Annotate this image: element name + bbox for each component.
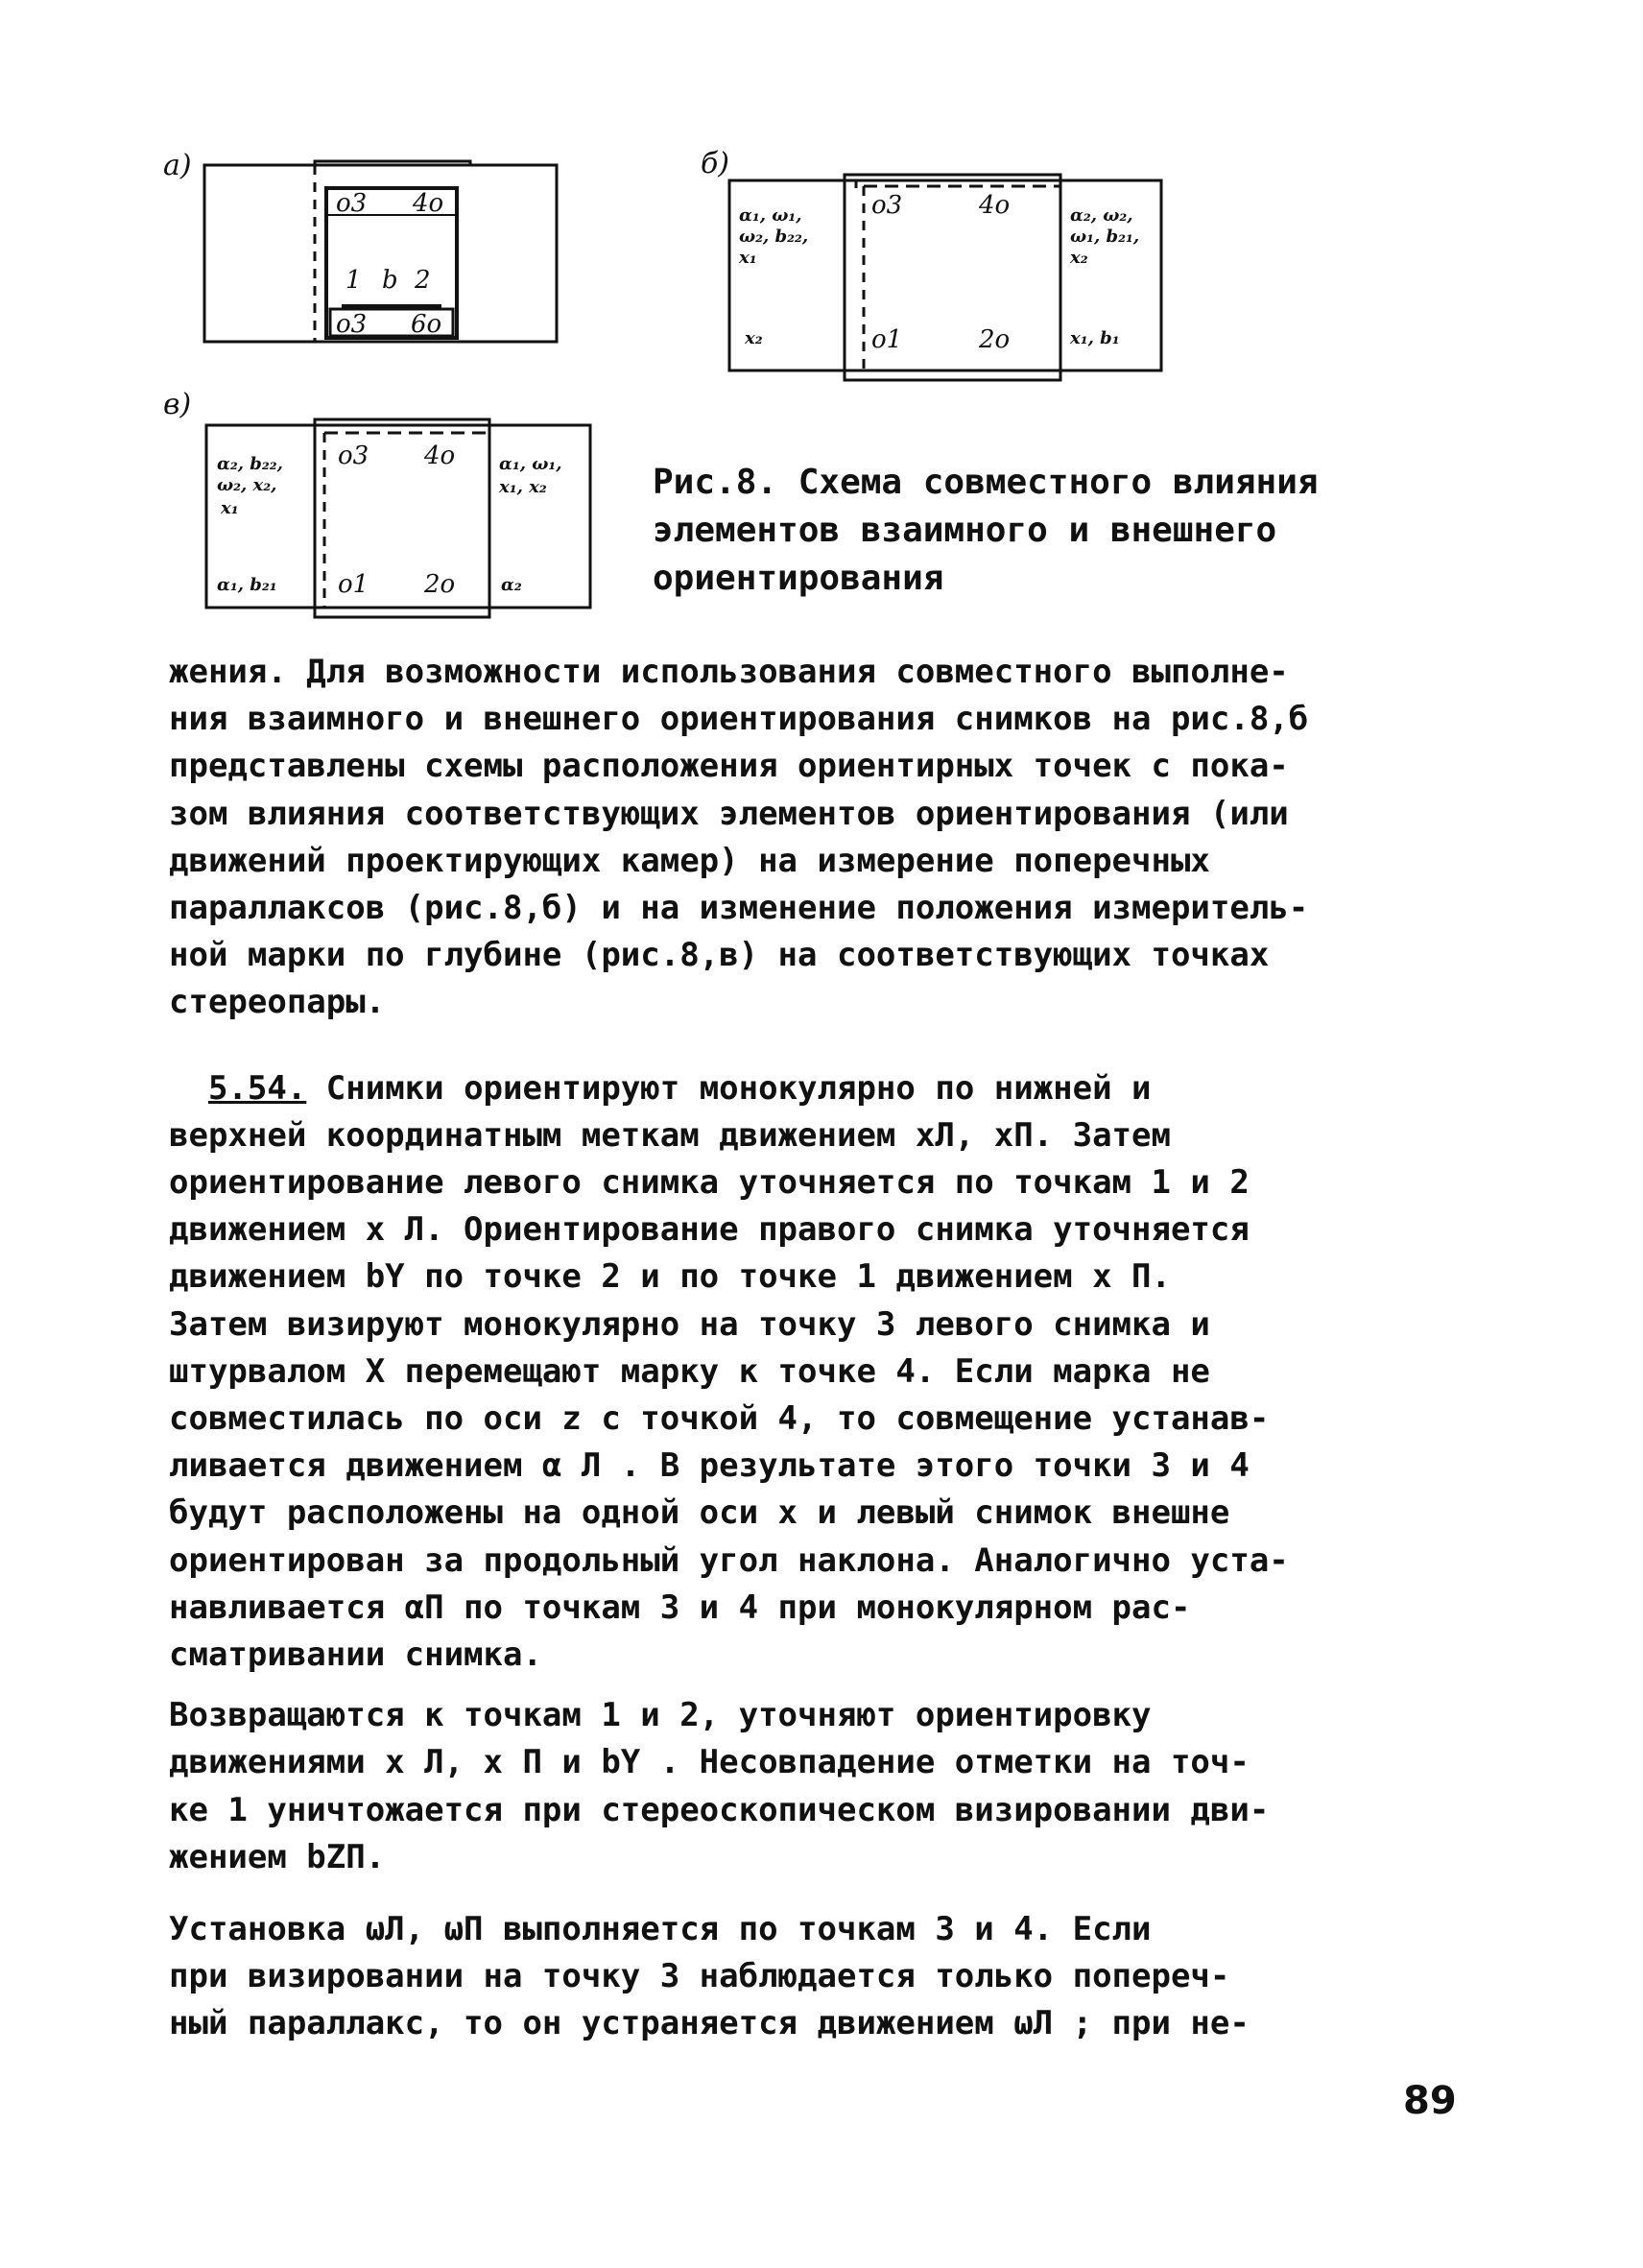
text-line: движениями x Л, x П и bY . Несовпадение отметки на точ- (169, 1743, 1250, 1782)
figure-a-point-3: о3 (336, 189, 368, 218)
caption-line: ориентирования (653, 559, 944, 598)
text-line: при визировании на точку 3 наблюдается только попереч- (169, 1957, 1230, 1996)
text-line: движением x Л. Ориентирование правого снимка уточняется (169, 1210, 1250, 1250)
figure-a-point-4: 4о (413, 189, 444, 218)
figure-a-label: а) (163, 149, 192, 182)
figure-b-left-1: α₁, ω₁, (739, 205, 802, 226)
figure-v-right-bottom: α₂ (501, 575, 522, 595)
figure-a-point-1: 1 (345, 266, 362, 295)
text-line: параллаксов (рис.8,б) и на изменение положения измеритель- (169, 889, 1309, 928)
figure-v-left-bottom: α₁, b₂₁ (217, 575, 277, 595)
figure-v-left-3: x₁ (221, 498, 239, 518)
text-line: движением bY по точке 2 и по точке 1 движением x П. (169, 1257, 1171, 1297)
text-line: движений проектирующих камер) на измерение поперечных (169, 841, 1210, 880)
text-line: Установка ωЛ, ωП выполняется по точкам 3 и 4. Если (169, 1910, 1152, 1949)
figure-v-left-1: α₂, b₂₂, (217, 454, 283, 474)
paragraph-4 (169, 1906, 1493, 2048)
figure-b-right-1: α₂, ω₂, (1070, 205, 1133, 226)
text-line (169, 1065, 1493, 1112)
figure-a-diagram (154, 144, 614, 355)
figure-v-right-1: α₁, ω₁, (499, 454, 562, 474)
figure-b-point-3: о3 (871, 191, 903, 220)
page-number: 89 (1403, 2079, 1457, 2123)
caption-line: Рис.8. Схема совместного влияния (653, 463, 1319, 502)
figure-v-left-2: ω₂, x₂, (217, 475, 277, 495)
text-line: ке 1 уничтожается при стереоскопическом визировании дви- (169, 1790, 1270, 1829)
section-number: 5.54. (207, 1068, 307, 1108)
paragraph-3 (169, 1692, 1493, 1881)
text-line: навливается αП по точкам 3 и 4 при монокулярном рас- (169, 1588, 1191, 1627)
text-line: сматривании снимка. (169, 1635, 542, 1675)
text-line: жения. Для возможности использования совместного выполне- (169, 653, 1289, 691)
figure-v-right-2: x₁, x₂ (499, 477, 547, 497)
figure-a-point-2: 2 (415, 266, 431, 295)
text-line: стереопары. (169, 983, 386, 1022)
paragraph-1 (169, 649, 1493, 1027)
figure-b-right-3: x₂ (1070, 248, 1088, 268)
figure-a-point-3-low: о3 (336, 310, 368, 339)
text-line: верхней координатным меткам движением xЛ, xП. Затем (169, 1115, 1171, 1155)
paragraph-2 (169, 1065, 1493, 1680)
text-line: ной марки по глубине (рис.8,в) на соответствующих точках (169, 936, 1270, 975)
figure-b-left-3: x₁ (739, 248, 757, 268)
figure-b-label: б) (701, 147, 730, 180)
figure-b-diagram (691, 134, 1171, 384)
figure-b-left-2: ω₂, b₂₂, (739, 227, 809, 247)
figure-v-diagram (154, 379, 605, 629)
figure-v-point-4: 4о (424, 442, 456, 470)
text-line: Затем визируют монокулярно на точку 3 левого снимка и (169, 1304, 1210, 1344)
figure-caption (653, 459, 1478, 603)
text-line: ориентирование левого снимка уточняется по точкам 1 и 2 (169, 1163, 1250, 1203)
figure-a-point-b: b (382, 266, 398, 295)
text-line: ный параллакс, то он устраняется движением ωЛ ; при не- (169, 2004, 1250, 2043)
text-line: ния взаимного и внешнего ориентирования снимков на рис.8,б (169, 700, 1309, 739)
figure-b-left-bottom: x₂ (745, 328, 763, 348)
figure-b-point-1: о1 (871, 325, 903, 354)
text-line: совместилась по оси z с точкой 4, то совмещение устанав- (169, 1399, 1270, 1439)
caption-line: элементов взаимного и внешнего (653, 511, 1277, 550)
text-fragment: Снимки ориентируют монокулярно по нижней и (306, 1068, 1152, 1108)
text-line: ориентирован за продольный угол наклона. Аналогично уста- (169, 1540, 1289, 1580)
figure-b-right-2: ω₁, b₂₁, (1070, 227, 1140, 247)
figure-a-point-6: 6о (411, 310, 442, 339)
text-line: ливается движением α Л . В результате этого точки 3 и 4 (169, 1446, 1250, 1486)
figure-v-label: в) (163, 388, 192, 421)
body-text (169, 649, 1493, 2048)
text-line: будут расположены на одной оси x и левый снимок внешне (169, 1493, 1230, 1533)
text-line: жением bZП. (169, 1837, 386, 1876)
figure-v-point-1: о1 (338, 570, 369, 599)
figure-b-point-2: 2о (979, 325, 1011, 354)
figure-v-point-3: о3 (338, 442, 369, 470)
figure-b-right-bottom: x₁, b₁ (1070, 328, 1120, 348)
text-line: зом влияния соответствующих элементов ориентирования (или (169, 794, 1289, 833)
text-line: представлены схемы расположения ориентирных точек с пока- (169, 747, 1289, 786)
text-line: штурвалом X перемещают марку к точке 4. Если марка не (169, 1351, 1210, 1391)
figure-v-point-2: 2о (424, 570, 456, 599)
figure-b-point-4: 4о (979, 191, 1011, 220)
text-line: Возвращаются к точкам 1 и 2, уточняют ориентировку (169, 1696, 1152, 1735)
